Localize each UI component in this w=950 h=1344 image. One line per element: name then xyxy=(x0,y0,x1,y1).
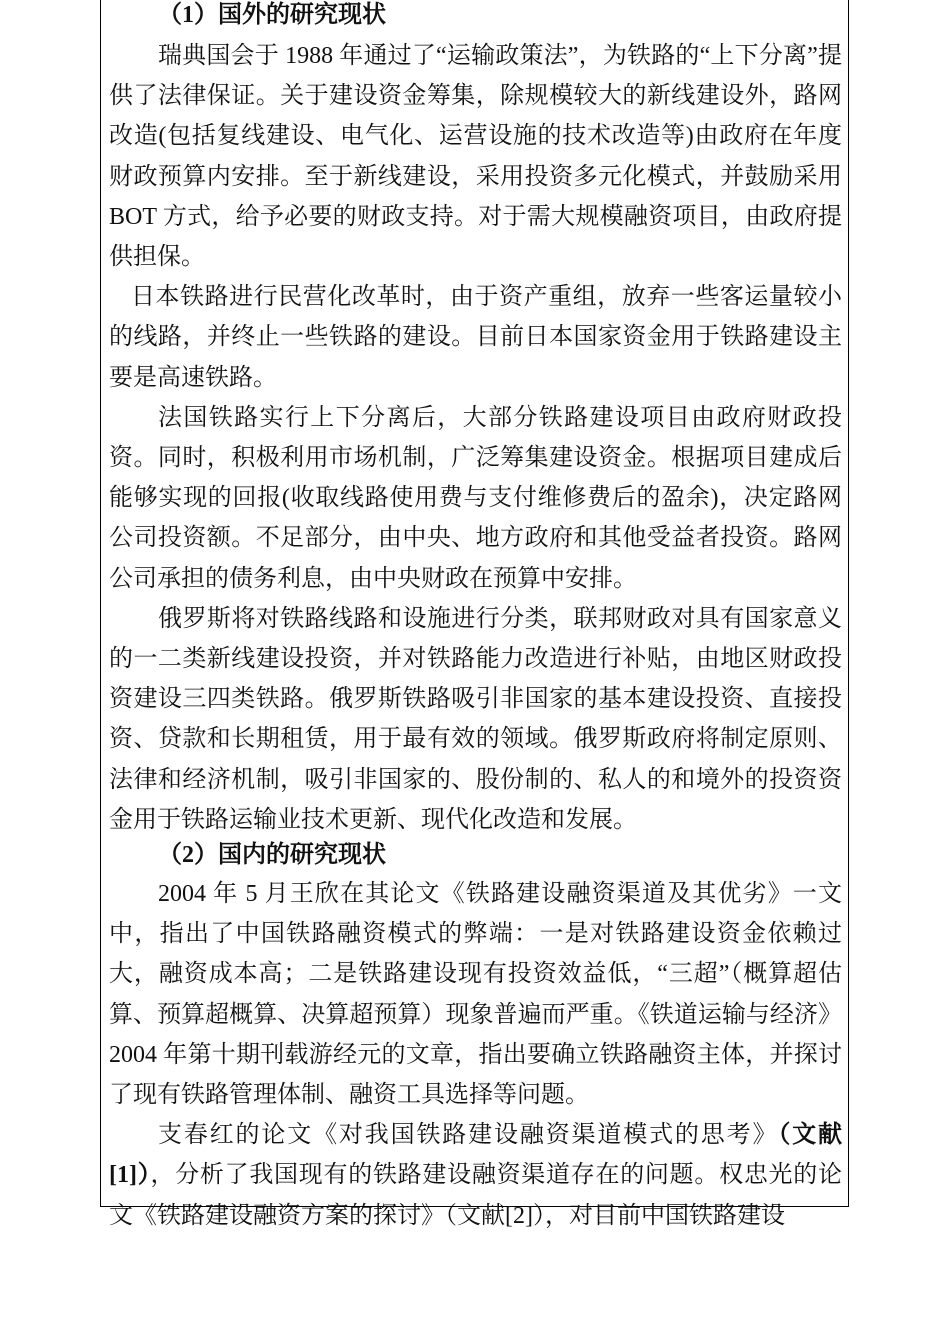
paragraph-zhi-text-b: ，分析了我国现有的铁路建设融资渠道存在的问题。权忠光的论文《铁路建设融资方案的探讨》（文献[2]），对目前中国铁路建设 xyxy=(109,1162,843,1229)
paragraph-zhi-text-a: 支春红的论文《对我国铁路建设融资渠道模式的思考》 xyxy=(158,1122,779,1149)
paragraph-japan: 日本铁路进行民营化改革时，由于资产重组，放弃一些客运量较小的线路，并终止一些铁路的建设。目前日本国家资金用于铁路建设主要是高速铁路。 xyxy=(109,284,842,391)
paragraph-wang-xin: 2004 年 5 月王欣在其论文《铁路建设融资渠道及其优劣》一文中，指出了中国铁路融资模式的弊端：一是对铁路建设资金依赖过大，融资成本高；二是铁路建设现有投资效益低，“三超”（概算超估算、预算超概算、决算超预算）现象普遍而严重。《铁道运输与经济》2004 年第十期刊载游经元的文章，指出要确立铁路融资主体，并探讨了现有铁路管理体制、融资工具选择等问题。 xyxy=(109,881,842,1109)
paragraph-zhi-chunhong xyxy=(109,1115,842,1236)
section-heading-domestic: （2）国内的研究现状 xyxy=(158,842,386,869)
paragraph-sweden: 瑞典国会于 1988 年通过了“运输政策法”，为铁路的“上下分离”提供了法律保证。关于建设资金筹集，除规模较大的新线建设外，路网改造(包括复线建设、电气化、运营设施的技术改造等)由政府在年度财政预算内安排。至于新线建设，采用投资多元化模式，并鼓励采用 BOT 方式，给予必要的财政支持。对于需大规模融资项目，由政府提供担保。 xyxy=(109,43,842,271)
section-heading-foreign: （1）国外的研究现状 xyxy=(158,2,386,28)
citation-ref-1: （文献[1]） xyxy=(109,1122,843,1189)
document-body xyxy=(109,0,842,1236)
paragraph-france: 法国铁路实行上下分离后，大部分铁路建设项目由政府财政投资。同时，积极利用市场机制，广泛筹集建设资金。根据项目建成后能够实现的回报(收取线路使用费与支付维修费后的盈余)，决定路网公司投资额。不足部分，由中央、地方政府和其他受益者投资。路网公司承担的债务利息，由中央财政在预算中安排。 xyxy=(109,404,842,592)
paragraph-russia: 俄罗斯将对铁路线路和设施进行分类，联邦财政对具有国家意义的一二类新线建设投资，并对铁路能力改造进行补贴，由地区财政投资建设三四类铁路。俄罗斯铁路吸引非国家的基本建设投资、直接投资、贷款和长期租赁，用于最有效的领域。俄罗斯政府将制定原则、法律和经济机制，吸引非国家的、股份制的、私人的和境外的投资资金用于铁路运输业技术更新、现代化改造和发展。 xyxy=(109,605,842,833)
